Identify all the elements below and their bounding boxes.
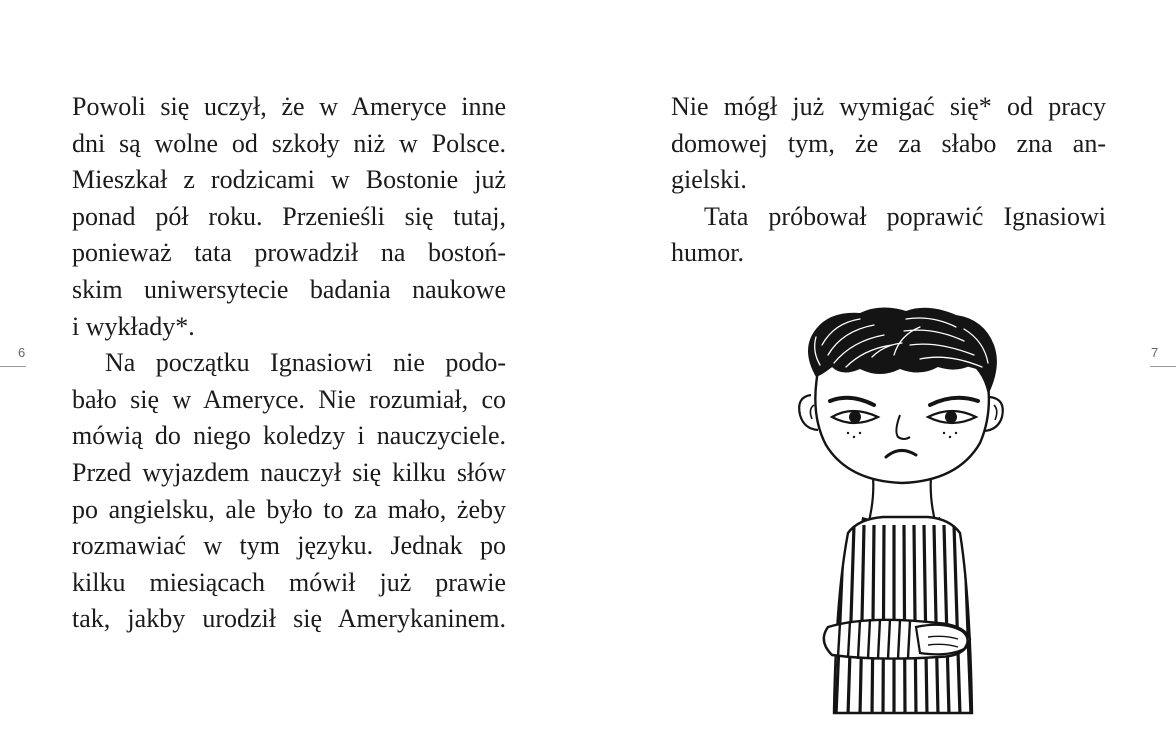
- text-line: Mieszkał z rodzicami w Bostonie już: [72, 165, 506, 195]
- text-line: ponieważ tata prowadził na bostoń-: [72, 238, 506, 268]
- text-line: mówią do niego koledzy i nauczyciele.: [72, 421, 506, 451]
- text-line: dni są wolne od szkoły niż w Polsce.: [72, 128, 506, 158]
- text-line: bało się w Ameryce. Nie rozumiał, co: [72, 384, 506, 414]
- text-line: gielski.: [671, 165, 747, 195]
- text-line: Na początku Ignasiowi nie podo-: [105, 348, 506, 378]
- page-marker-rule-left: [0, 366, 26, 367]
- text-line: Tata próbował poprawić Ignasiowi: [704, 201, 1106, 231]
- text-line: Przed wyjazdem nauczył się kilku słów: [72, 457, 506, 487]
- page-marker-rule-right: [1150, 366, 1176, 367]
- text-line: rozmawiać w tym języku. Jednak po: [72, 531, 506, 561]
- page-number-right: 7: [1151, 345, 1159, 360]
- right-page-text: [671, 89, 1106, 272]
- text-line: tak, jakby urodził się Amerykaninem.: [72, 604, 506, 634]
- text-line: i wykłady*.: [72, 311, 195, 341]
- text-line: Nie mógł już wymigać się* od pracy: [671, 92, 1106, 121]
- text-line: po angielsku, ale było to za mało, żeby: [72, 494, 506, 524]
- text-line: ponad pół roku. Przenieśli się tutaj,: [72, 201, 506, 231]
- left-page-text: [72, 89, 506, 638]
- text-line: humor.: [671, 238, 744, 268]
- text-line: skim uniwersytecie badania naukowe: [72, 274, 506, 304]
- text-line: Powoli się uczył, że w Ameryce inne: [72, 92, 506, 121]
- grumpy-boy-illustration: [788, 305, 1018, 720]
- page-number-left: 6: [18, 345, 26, 360]
- text-line: kilku miesiącach mówił już prawie: [72, 567, 506, 597]
- text-line: domowej tym, że za słabo zna an-: [671, 128, 1106, 158]
- right-page: [588, 0, 1176, 752]
